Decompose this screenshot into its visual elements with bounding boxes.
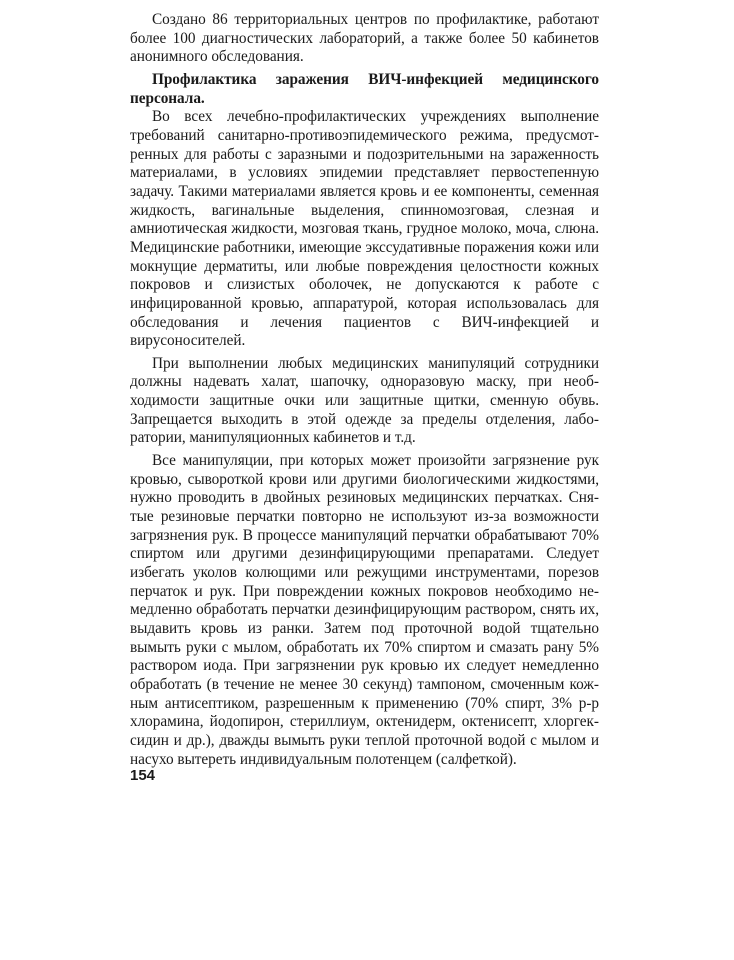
- page-number: 154: [130, 767, 156, 784]
- body-paragraph-2: При выполнении любых медицинских манипуляций сотрудники должны надевать халат, шапочку, одноразовую маску, при необходимости защитные очки или защитные щитки, сменную обувь. Запрещается выходить в этой одежде за пределы отделения, лаборатории, манипуляционных кабинетов и т.д.: [130, 354, 599, 447]
- section-heading: Профилактика заражения ВИЧ-инфекцией медицинского персонала.: [130, 70, 599, 107]
- body-paragraph-3: Все манипуляции, при которых может произойти загрязнение рук кровью, сывороткой крови или другими биологическими жидкостями, нужно проводить в двойных резиновых медицинских перчатках. Снятые резиновые перчатки повторно не используют из-за возможности загрязнения рук. В процессе манипуляций перчатки обрабатывают 70% спиртом или другими дезинфицирующими препаратами. Следует избегать уколов колющими или режущими инструментами, порезов перчаток и рук. При повреждении кожных покровов необходимо немедленно обработать перчатки дезинфицирующим раствором, снять их, выдавить кровь из ранки. Затем под проточной водой тщательно вымыть руки с мылом, обработать их 70% спиртом и смазать рану 5% раствором иода. При загрязнении рук кровью их следует немедленно обработать (в течение не менее 30 секунд) тампоном, смоченным кожным антисептиком, разрешенным к применению (70% спирт, 3% р-р хлорамина, йодопирон, стериллиум, октенидерм, октенисепт, хлоргексидин и др.), дважды вымыть руки теплой проточной водой с мылом и насухо вытереть индивидуальным полотенцем (салфеткой).: [130, 452, 599, 768]
- body-paragraph-1: Во всех лечебно-профилактических учреждениях выполнение требований санитарно-противоэпидемического режима, предусмотренных для работы с заразными и подозрительными на зараженность материалами, в условиях эпидемии представляет первостепенную задачу. Такими материалами является кровь и ее компоненты, семенная жидкость, вагинальные выделения, спинномозговая, слезная и амниотическая жидкости, мозговая ткань, грудное молоко, моча, слюна. Медицинские работники, имеющие экссудативные поражения кожи или мокнущие дерматиты, или любые повреждения целостности кожных покровов и слизистых оболочек, не допускаются к работе с инфицированной кровью, аппаратурой, которая использовалась для обследования и лечения пациентов с ВИЧ-инфекцией и вирусоносителей.: [130, 108, 599, 350]
- intro-paragraph: Создано 86 территориальных центров по профилактике, работают более 100 диагностических лабораторий, а также более 50 кабинетов анонимного обследования.: [130, 11, 599, 66]
- document-page: [130, 11, 599, 769]
